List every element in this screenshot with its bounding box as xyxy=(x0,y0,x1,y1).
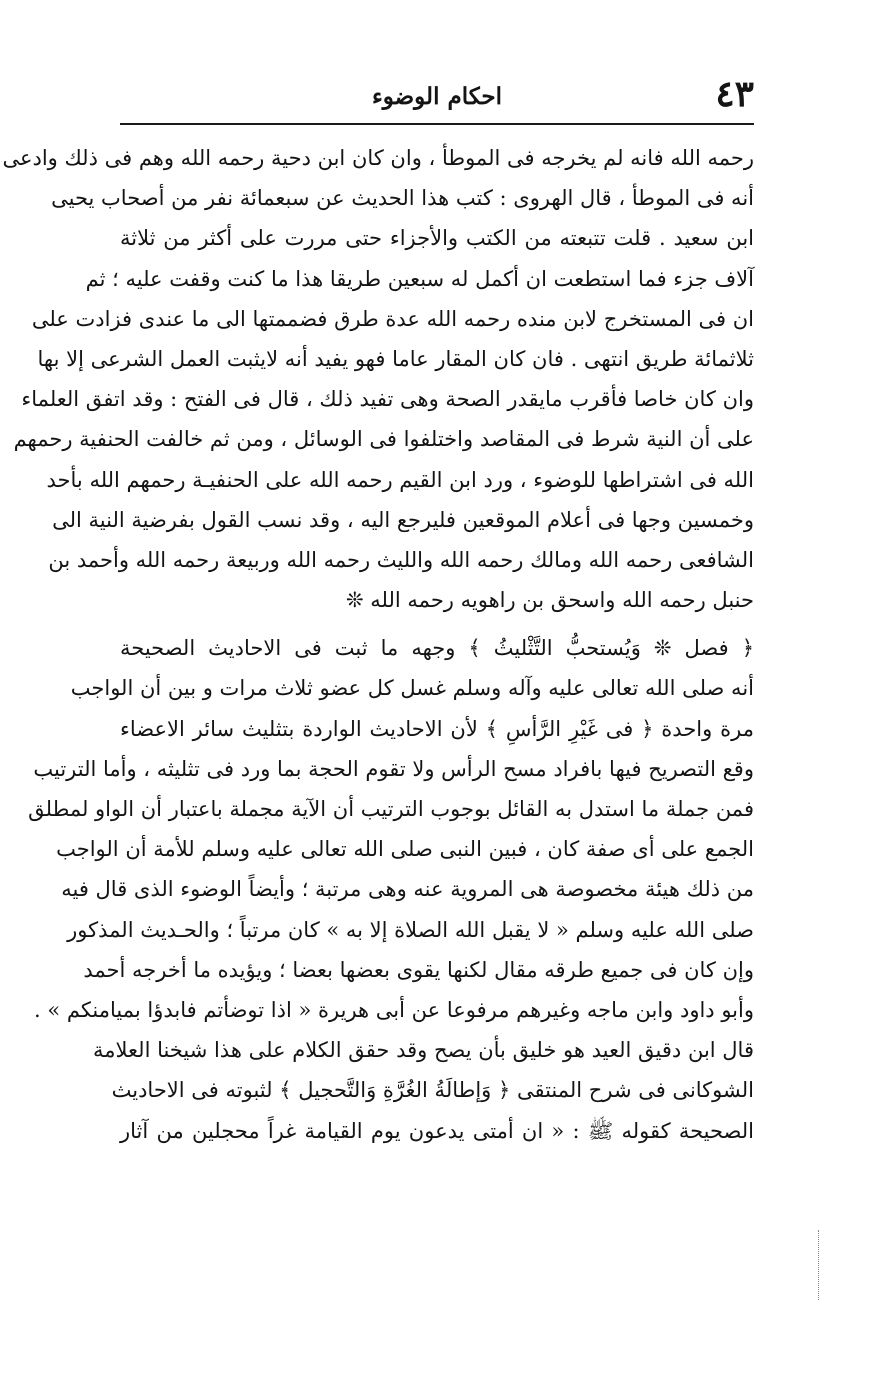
text-line: الشوكانى فى شرح المنتقى ﴿ وَإطالَةُ الغُرَّةِ وَالتَّحجيل ﴾ لثبوته فى الاحاديث xyxy=(111,1078,754,1103)
page-header xyxy=(120,72,754,120)
text-line: على أن النية شرط فى المقاصد واختلفوا فى الوسائل ، ومن ثم خالفت الحنفية رحمهم xyxy=(13,427,754,452)
text-line: من ذلك هيئة مخصوصة هى المروية عنه وهى مرتبة ؛ وأيضاً الوضوء الذى قال فيه xyxy=(61,877,754,902)
text-line: ان فى المستخرج لابن منده رحمه الله عدة طرق فضممتها الى ما عندى فزادت على xyxy=(31,306,754,331)
text-line: حنبل رحمه الله واسحق بن راهويه رحمه الله ❊ xyxy=(346,588,754,613)
paragraph-2 xyxy=(28,628,754,1150)
text-line: الشافعى رحمه الله ومالك رحمه الله والليث رحمه الله وربيعة رحمه الله وأحمد بن xyxy=(48,547,754,572)
main-text xyxy=(2,138,754,1151)
text-line: ابن سعيد . قلت تتبعته من الكتب والأجزاء حتى مررت على أكثر من ثلاثة xyxy=(120,226,754,251)
text-line: رحمه الله فانه لم يخرجه فى الموطأ ، وان كان ابن دحية رحمه الله وهم فى ذلك وادعى xyxy=(2,146,754,170)
text-line: وقع التصريح فيها بافراد مسح الرأس ولا تقوم الحجة بما ورد فى تثليثه ، وأما الترتيب xyxy=(33,756,754,781)
header-divider xyxy=(120,123,754,125)
text-line: الصحيحة كقوله ﷺ : « ان أمتى يدعون يوم القيامة غراً محجلين من آثار xyxy=(120,1118,754,1143)
page-number: ٤٣ xyxy=(715,73,754,115)
text-line: مرة واحدة ﴿ فى غَيْرِ الرَّأسِ ﴾ لأن الاحاديث الواردة بتثليث سائر الاعضاء xyxy=(120,716,754,741)
running-title: احكام الوضوء xyxy=(371,83,503,110)
paragraph-gap xyxy=(120,620,754,628)
paragraph-1 xyxy=(2,138,754,620)
binding-edge-marks xyxy=(818,1230,825,1300)
text-line: وخمسين وجها فى أعلام الموقعين فليرجع اليه ، وقد نسب القول بفرضية النية الى xyxy=(52,507,754,532)
text-line: الجمع على أى صفة كان ، فبين النبى صلى الله تعالى عليه وسلم للأمة أن الواجب xyxy=(56,837,754,862)
text-line: وان كان خاصا فأقرب مايقدر الصحة وهى تفيد ذلك ، قال فى الفتح : وقد اتفق العلماء xyxy=(21,387,754,412)
text-line: وإن كان فى جميع طرقه مقال لكنها يقوى بعضها بعضا ؛ ويؤيده ما أخرجه أحمد xyxy=(83,957,754,982)
text-line: صلى الله عليه وسلم « لا يقبل الله الصلاة إلا به » كان مرتباً ؛ والحـديث المذكور xyxy=(67,917,754,942)
text-line: فمن جملة ما استدل به القائل بوجوب الترتيب أن الآية مجملة باعتبار أن الواو لمطلق xyxy=(28,797,754,821)
text-line: آلاف جزء فما استطعت ان أكمل له سبعين طريقا هذا ما كنت وقفت عليه ؛ ثم xyxy=(85,266,754,291)
text-line: الله فى اشتراطها للوضوء ، ورد ابن القيم رحمه الله على الحنفيـة رحمهم الله بأحد xyxy=(46,467,754,492)
text-line: ثلاثمائة طريق انتهى . فان كان المقار عاما فهو يفيد أنه لايثبت العمل الشرعى إلا بها xyxy=(37,346,754,371)
text-line: وأبو داود وابن ماجه وغيرهم مرفوعا عن أبى هريرة « اذا توضأتم فابدؤا بميامنكم » . xyxy=(33,997,754,1022)
text-line: أنه صلى الله تعالى عليه وآله وسلم غسل كل عضو ثلاث مرات و بين أن الواجب xyxy=(70,676,754,701)
text-line: أنه فى الموطأ ، قال الهروى : كتب هذا الحديث عن سبعمائة نفر من أصحاب يحيى xyxy=(51,186,754,211)
text-line: قال ابن دقيق العيد هو خليق بأن يصح وقد حقق الكلام على هذا شيخنا العلامة xyxy=(93,1038,754,1063)
section-heading-line: ﴿ فصل ❊ وَيُستحبُّ التَّثْليثُ ﴾ وجهه ما ثبت فى الاحاديث الصحيحة xyxy=(120,636,754,661)
